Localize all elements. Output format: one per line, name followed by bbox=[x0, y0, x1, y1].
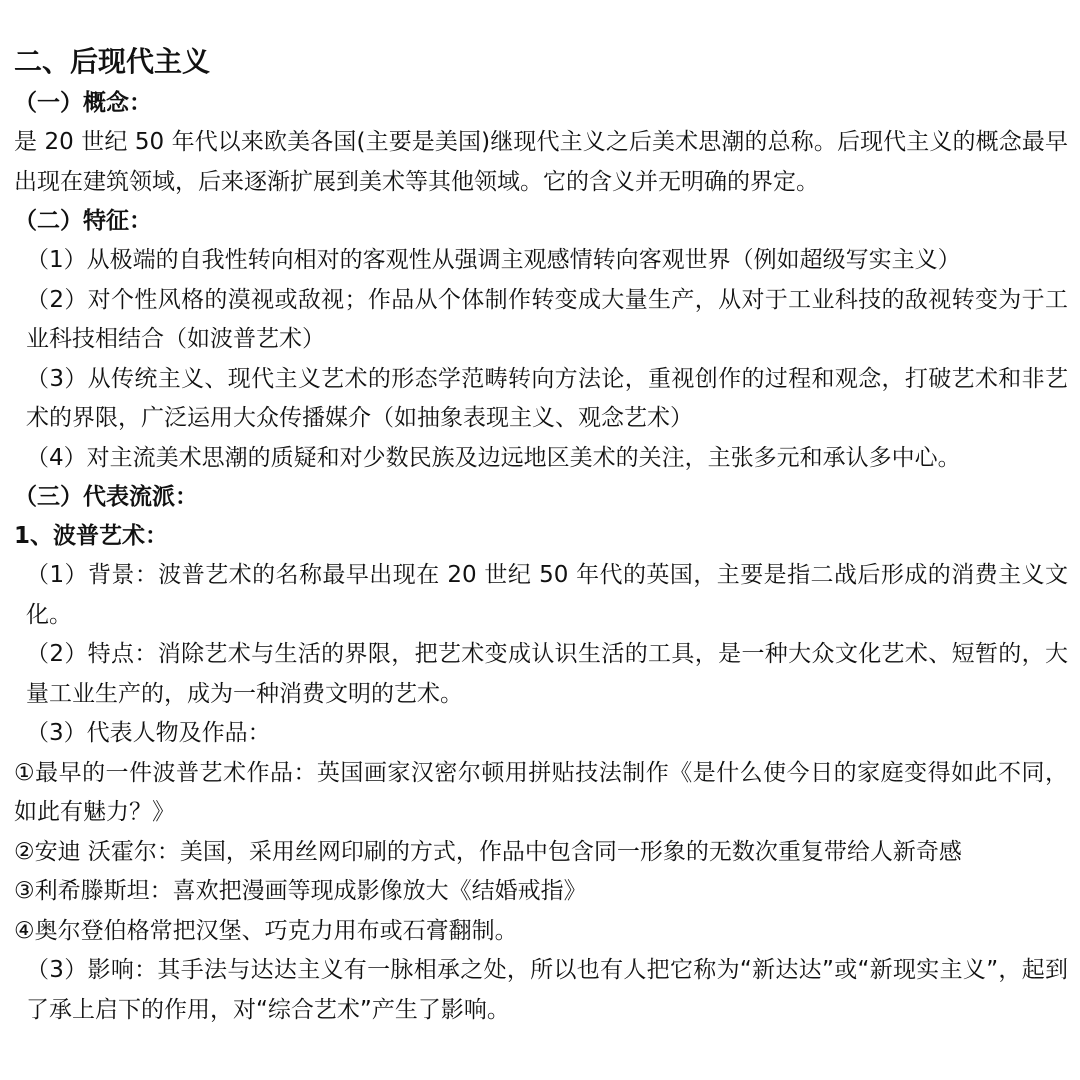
pop-art-influence: （3）影响：其手法与达达主义有一脉相承之处，所以也有人把它称为“新达达”或“新现实主义”，起到了承上启下的作用，对“综合艺术”产生了影响。 bbox=[26, 957, 1068, 1023]
figure-item-1: ①最早的一件波普艺术作品：英国画家汉密尔顿用拼贴技法制作《是什么使今日的家庭变得如此不同，如此有魅力？》 bbox=[14, 759, 1068, 825]
figure-item-2: ②安迪 沃霍尔：美国，采用丝网印刷的方式，作品中包含同一形象的无数次重复带给人新奇感 bbox=[14, 838, 962, 865]
section-title: 二、后现代主义 bbox=[14, 45, 211, 78]
feature-item-3: （3）从传统主义、现代主义艺术的形态学范畴转向方法论，重视创作的过程和观念，打破艺术和非艺术的界限，广泛运用大众传播媒介（如抽象表现主义、观念艺术） bbox=[26, 365, 1068, 431]
concept-paragraph: 是 20 世纪 50 年代以来欧美各国(主要是美国)继现代主义之后美术思潮的总称。后现代主义的概念最早出现在建筑领域，后来逐渐扩展到美术等其他领域。它的含义并无明确的界定。 bbox=[14, 129, 1068, 195]
figure-item-4: ④奥尔登伯格常把汉堡、巧克力用布或石膏翻制。 bbox=[14, 917, 518, 944]
document-page bbox=[14, 40, 1068, 1030]
pop-art-characteristics: （2）特点：消除艺术与生活的界限，把艺术变成认识生活的工具，是一种大众文化艺术、短暂的，大量工业生产的，成为一种消费文明的艺术。 bbox=[26, 641, 1068, 707]
pop-art-background: （1）背景：波普艺术的名称最早出现在 20 世纪 50 年代的英国，主要是指二战后形成的消费主义文化。 bbox=[26, 562, 1068, 628]
feature-item-4: （4）对主流美术思潮的质疑和对少数民族及边远地区美术的关注，主张多元和承认多中心。 bbox=[26, 444, 961, 471]
features-heading: （二）特征： bbox=[14, 208, 152, 234]
pop-art-figures-heading: （3）代表人物及作品： bbox=[26, 720, 271, 746]
schools-heading: （三）代表流派： bbox=[14, 484, 198, 510]
pop-art-heading: 1、波普艺术： bbox=[14, 523, 169, 549]
feature-item-2: （2）对个性风格的漠视或敌视；作品从个体制作转变成大量生产，从对于工业科技的敌视转变为于工业科技相结合（如波普艺术） bbox=[26, 286, 1068, 352]
feature-item-1: （1）从极端的自我性转向相对的客观性从强调主观感情转向客观世界（例如超级写实主义） bbox=[26, 247, 961, 273]
concept-heading: （一）概念： bbox=[14, 90, 152, 116]
figure-item-3: ③利希滕斯坦：喜欢把漫画等现成影像放大《结婚戒指》 bbox=[14, 878, 587, 904]
